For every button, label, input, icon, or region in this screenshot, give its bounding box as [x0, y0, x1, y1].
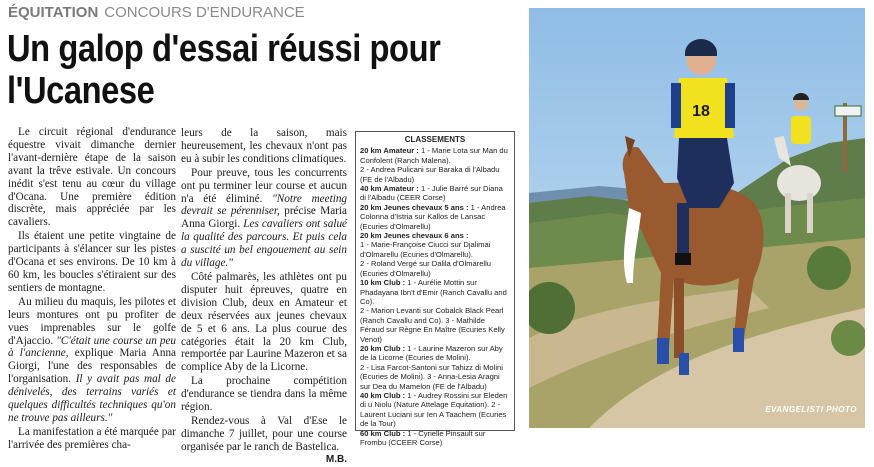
result-entry [360, 259, 510, 278]
result-entry [360, 344, 510, 363]
result-text: 1 - Aurélie Mottin sur Phadayana Ibn't d'Emir (Ranch Cavallu and Co). [360, 278, 507, 306]
result-entry [360, 306, 510, 344]
result-entry [360, 240, 510, 259]
result-entry [360, 363, 510, 391]
paragraph-participants: Ils étaient une petite vingtaine de participants à s'élancer sur les pistes d'Ocana et ses environs. De 10 km à 60 km, les boucles s'étiraient sur des sentiers de montagne. [8, 230, 176, 294]
result-text: 1 - Marie-Françoise Ciucci sur Djalimai d'Olmarellu (Ecuries d'Olmarellu). [360, 240, 491, 259]
paragraph-maquis: Au milieu du maquis, les pilotes et leurs montures ont pu profiter de vues imprenables sur le golfe d'Ajaccio. "C'était une course un peu à l'ancienne, explique Maria Anna Giorgi, l'une des responsables de l'organisation. Il y avait pas mal de dénivelés, des terrains variés et quelques difficultés techniques qu'on ne trouve pas ailleurs." [8, 295, 176, 424]
subsection-label: CONCOURS D'ENDURANCE [104, 4, 305, 21]
result-text: 1 - Audrey Rossini sur Eleden di u Niolu (Nature Attelage Equitation). 2 - Laurent Luciani sur Ien A Taachem (Ecuries de la Tour) [360, 390, 508, 429]
result-entry [360, 184, 510, 203]
result-category: 20 km Amateur : [360, 146, 419, 156]
result-entry [360, 429, 510, 448]
result-entry [360, 278, 510, 306]
result-category: 40 km Amateur : [360, 184, 419, 194]
quote-part-1: "C'était une course un peu à l'ancienne, [8, 334, 176, 360]
paragraph-weather-start: La manifestation a été marquée par l'arrivée des premières cha- [8, 425, 176, 451]
result-entry [360, 391, 510, 429]
result-entry [360, 231, 510, 240]
classements-list [360, 146, 510, 447]
result-entry [360, 146, 510, 165]
author-signature: M.B. [325, 453, 347, 465]
quote-part-2: Il y avait pas mal de dénivelés, des terrains variés et quelques difficultés techniques qu'on ne trouve pas ailleurs." [8, 373, 176, 424]
result-text: 1 - Cyrielle Pinsault sur Frombu (CCEER Corse) [360, 428, 486, 447]
result-category: 20 km Jeunes chevaux 6 ans : [360, 231, 469, 241]
section-label: ÉQUITATION [8, 4, 99, 21]
result-text: 2 - Lisa Farcot-Santoni sur Tahizz di Molini (Ecuries de Molini). 3 - Anna-Lesia Aragni sur Dea du Mamelon (FE de l'Albadu) [360, 362, 503, 391]
result-category: 40 km Club : [360, 390, 406, 400]
classements-box [355, 131, 515, 447]
paragraph-intro: Le circuit régional d'endurance équestre vivait dimanche dernier l'avant-dernière étape de la saison avant la trêve estivale. Un concours inédit s'est tenu au cœur du village d'Ocana. Une première édition discrète, mais appréciée par les cavaliers. [8, 126, 176, 229]
result-text: 1 - Laurine Mazeron sur Aby de la Licorne (Ecuries de Molini). [360, 343, 503, 363]
result-category: 20 km Jeunes chevaux 5 ans : [360, 202, 469, 212]
photo-credit: EVANGELISTI PHOTO [765, 405, 857, 414]
article-photo [529, 8, 865, 428]
bib-number: 18 [692, 103, 710, 120]
article-kicker [8, 4, 305, 21]
result-text: 2 - Andrea Pulicani sur Baraka di l'Albadu (FE de l'Albadu) [360, 165, 500, 184]
result-text: 2 - Roland Vergé sur Dalila d'Olmarellu (Ecuries d'Olmarellu) [360, 259, 492, 278]
result-entry [360, 203, 510, 231]
article-column-1 [8, 126, 176, 452]
result-category: 10 km Club : [360, 278, 406, 288]
result-text: 1 - Andrea Colonna d'Istria sur Kallos de Lansac (Ecuries d'Olmarellu) [360, 202, 506, 231]
paragraph-rendezvous: Rendez-vous à Val d'Ese le dimanche 7 juillet, pour une course organisée par le ranch de Bastelica. [181, 414, 347, 453]
article-headline: Un galop d'essai réussi pour l'Ucanese [7, 28, 441, 112]
paragraph-weather-end: leurs de la saison, mais heureusement, les chevaux n'ont pas eu à subir les conditions climatiques. [181, 127, 347, 165]
result-text: 1 - Marie Lota sur Man du Confolent (Ranch Malena). [360, 146, 508, 165]
result-category: 60 km Club : [360, 428, 406, 438]
paragraph-palmares: Côté palmarès, les athlètes ont pu disputer huit épreuves, quatre en division Club, deux en Amateur et deux réservées aux jeunes chevaux de 5 et 6 ans. La plus courue des catégories était la 20 km Club, remportée par Laurine Mazeron et sa complice Aby de la Licorne. [181, 270, 347, 374]
result-entry [360, 165, 510, 184]
paragraph-next: La prochaine compétition d'endurance se tiendra dans la même région. [181, 375, 347, 414]
paragraph-proof: Pour preuve, tous les concurrents ont pu terminer leur course et aucun n'a été éliminé. "Notre meeting devrait se pérenniser, précise Maria Anna Giorgi. Les cavaliers ont salué la qualité des parcours. Et puis cela a suscité un bel engouement au sein du village." [181, 166, 348, 270]
article-column-2 [181, 127, 347, 467]
endurance-riders-image [529, 8, 865, 428]
classements-title: CLASSEMENTS [404, 135, 466, 144]
result-text: 1 - Julie Barré sur Diana di l'Albadu (CEER Corse) [360, 184, 503, 203]
result-category: 20 km Club : [360, 343, 406, 353]
result-text: 2 - Marion Levanti sur Cobalck Black Pearl (Ranch Cavallu and Co). 3 - Mathilde Féraud sur Règne En Maître (Ecuries Kelly Venot) [360, 306, 505, 344]
